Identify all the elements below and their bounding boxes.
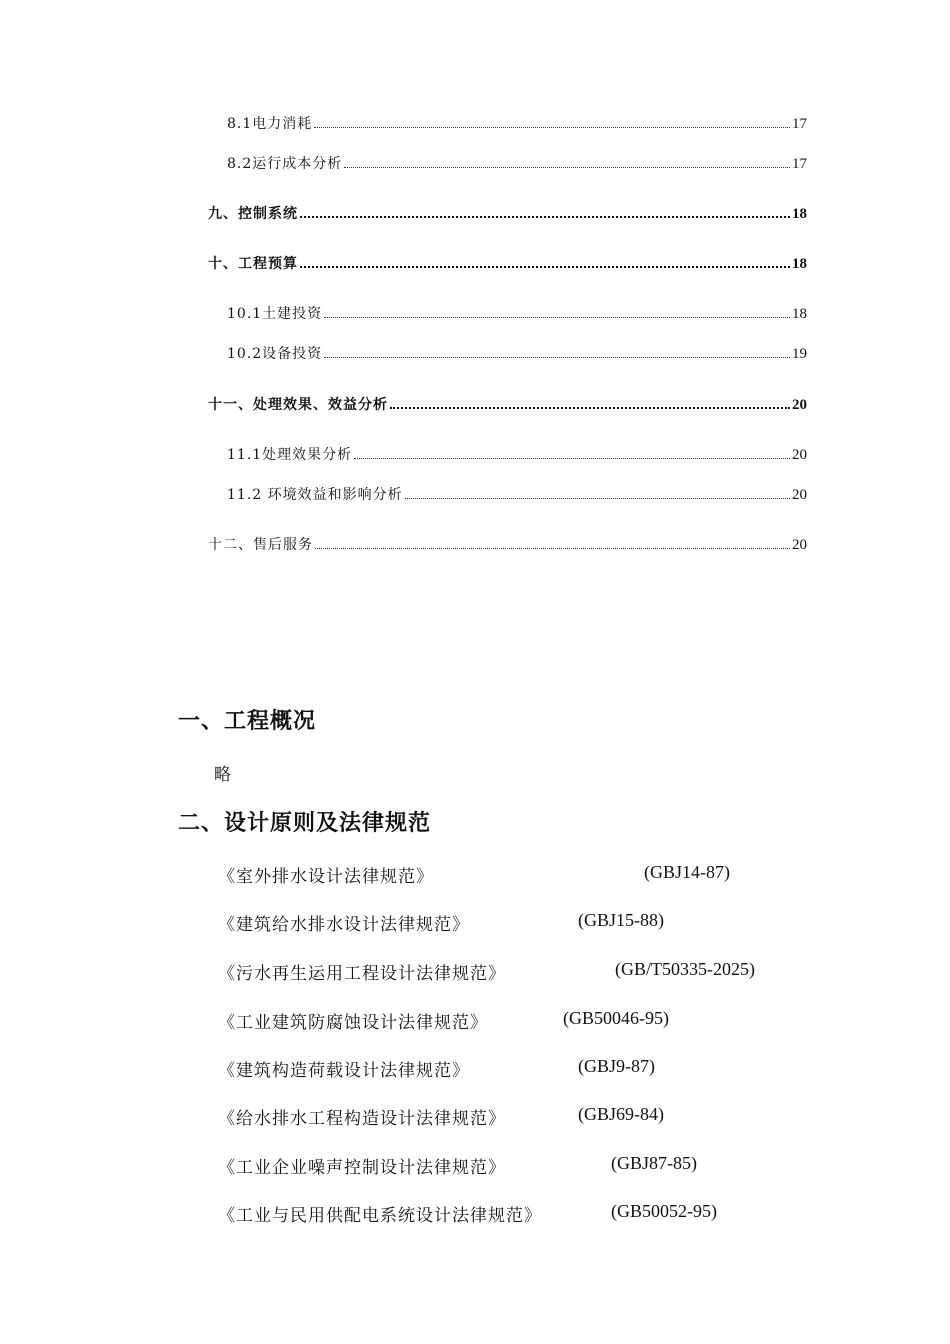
section-heading: 二、设计原则及法律规范	[178, 810, 432, 836]
toc-entry-label: 10.2设备投资	[227, 346, 323, 362]
toc-entry[interactable]	[227, 115, 807, 133]
toc-leader-dots	[314, 126, 790, 128]
toc-page-number: 20	[792, 537, 807, 553]
toc-leader-dots	[324, 316, 790, 318]
toc-leader-dots	[324, 356, 790, 358]
toc-page-number: 18	[792, 306, 807, 322]
standard-title: 《工业与民用供配电系统设计法律规范》	[218, 1206, 542, 1226]
toc-entry[interactable]	[227, 486, 807, 504]
toc-leader-dots	[354, 457, 790, 459]
standard-code: (GBJ9-87)	[578, 1056, 655, 1076]
toc-leader-dots	[405, 497, 790, 499]
toc-entry[interactable]	[227, 446, 807, 464]
standard-code: (GBJ87-85)	[611, 1153, 697, 1173]
toc-entry[interactable]	[208, 255, 807, 273]
toc-leader-dots	[390, 406, 790, 409]
toc-leader-dots	[315, 547, 790, 549]
toc-page-number: 18	[792, 206, 807, 222]
toc-entry-label: 十一、处理效果、效益分析	[208, 397, 388, 413]
standard-title: 《工业企业噪声控制设计法律规范》	[218, 1158, 506, 1178]
toc-entry-label: 8.1电力消耗	[227, 116, 313, 132]
toc-entry-label: 十、工程预算	[208, 256, 298, 272]
standard-title: 《室外排水设计法律规范》	[218, 867, 434, 887]
toc-entry[interactable]	[208, 396, 807, 414]
toc-page-number: 20	[792, 487, 807, 503]
toc-entry-label: 11.2 环境效益和影响分析	[227, 487, 403, 503]
toc-leader-dots	[300, 265, 790, 268]
standard-title: 《工业建筑防腐蚀设计法律规范》	[218, 1013, 488, 1033]
toc-entry-label: 11.1处理效果分析	[227, 447, 353, 463]
standard-title: 《建筑给水排水设计法律规范》	[218, 915, 470, 935]
standard-title: 《污水再生运用工程设计法律规范》	[218, 964, 506, 984]
toc-entry[interactable]	[227, 305, 807, 323]
toc-entry-label: 九、控制系统	[208, 206, 298, 222]
standard-code: (GBJ69-84)	[578, 1104, 664, 1124]
toc-page-number: 18	[792, 256, 807, 272]
toc-page-number: 17	[792, 116, 807, 132]
toc-entry-label: 十二、售后服务	[208, 537, 313, 553]
toc-leader-dots	[344, 166, 790, 168]
toc-entry[interactable]	[208, 205, 807, 223]
standard-code: (GB50052-95)	[611, 1201, 717, 1221]
toc-page-number: 17	[792, 156, 807, 172]
toc-page-number: 19	[792, 346, 807, 362]
toc-entry[interactable]	[208, 536, 807, 554]
toc-entry[interactable]	[227, 345, 807, 363]
standard-code: (GB50046-95)	[563, 1008, 669, 1028]
toc-entry-label: 10.1土建投资	[227, 306, 323, 322]
standard-code: (GBJ14-87)	[644, 862, 730, 882]
standard-code: (GBJ15-88)	[578, 910, 664, 930]
toc-page-number: 20	[792, 447, 807, 463]
toc-page-number: 20	[792, 397, 807, 413]
toc-leader-dots	[300, 215, 790, 218]
section-body-text: 略	[214, 765, 231, 785]
standard-title: 《建筑构造荷载设计法律规范》	[218, 1061, 470, 1081]
toc-entry-label: 8.2运行成本分析	[227, 156, 343, 172]
toc-entry[interactable]	[227, 155, 807, 173]
standard-code: (GB/T50335-2025)	[615, 959, 755, 979]
standard-title: 《给水排水工程构造设计法律规范》	[218, 1109, 506, 1129]
section-heading: 一、工程概况	[178, 708, 317, 734]
